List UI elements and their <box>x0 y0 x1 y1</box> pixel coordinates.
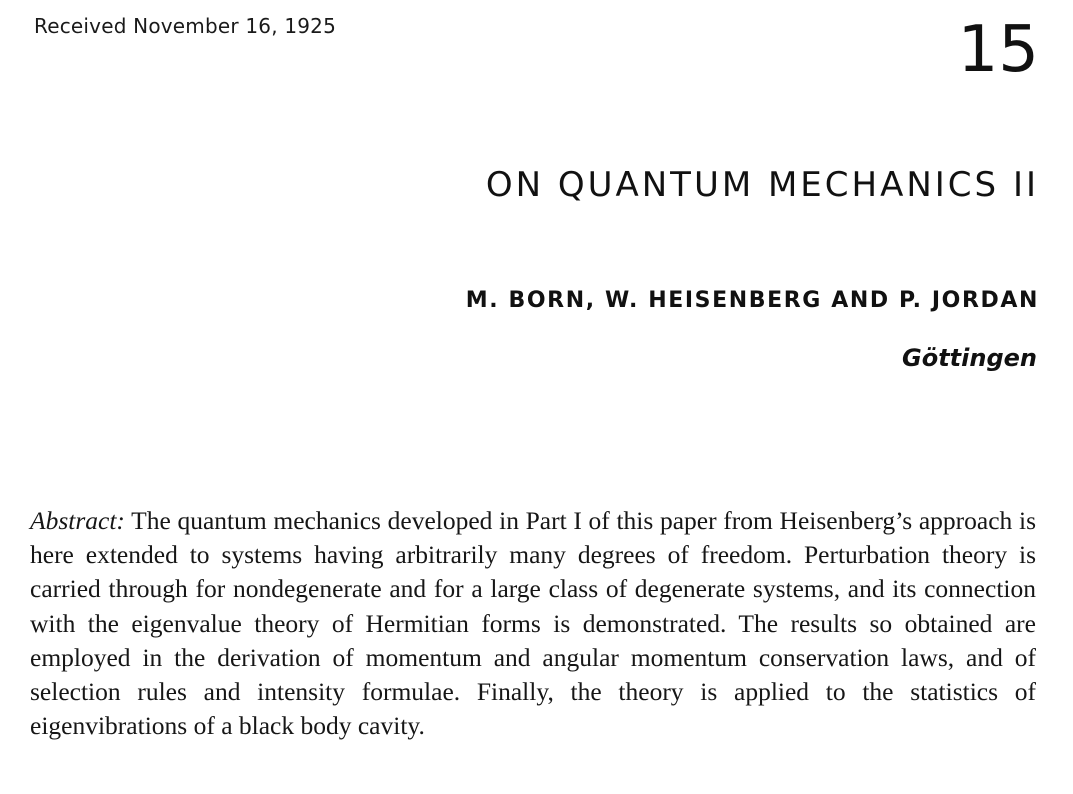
abstract-label: Abstract: <box>30 506 125 535</box>
paper-title: ON QUANTUM MECHANICS II <box>485 165 1039 205</box>
chapter-number: 15 <box>957 13 1039 87</box>
abstract-paragraph <box>30 504 1036 743</box>
paper-authors: M. BORN, W. HEISENBERG AND P. JORDAN <box>465 288 1039 313</box>
paper-affiliation: Göttingen <box>902 344 1037 372</box>
received-date: Received November 16, 1925 <box>34 14 337 38</box>
abstract-text: The quantum mechanics developed in Part I of this paper from Heisenberg’s approach is here extended to systems having arbitrarily many degrees of freedom. Perturbation theory is carried through for nondegenerate and for a large class of degenerate systems, and its connection with the eigenvalue theory of Hermitian forms is demonstrated. The results so obtained are employed in the derivation of momentum and angular momentum conservation laws, and of selection rules and intensity formulae. Finally, the theory is applied to the statistics of eigenvibrations of a black body cavity. <box>30 506 1036 741</box>
